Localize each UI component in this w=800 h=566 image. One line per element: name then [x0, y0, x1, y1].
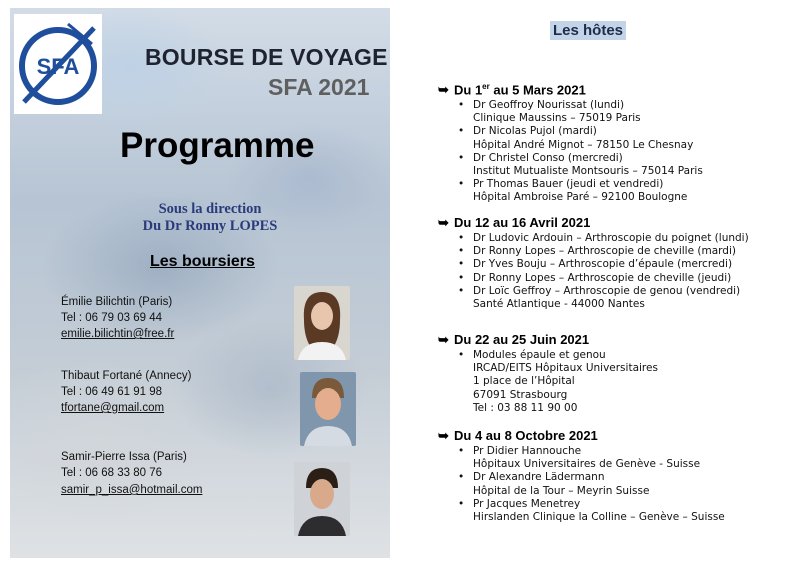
boursier-email-link[interactable]: emilie.bilichtin@free.fr [61, 328, 175, 340]
bullet-icon: • [458, 471, 465, 484]
bullet-icon: • [458, 99, 465, 111]
bullet-icon: • [458, 245, 465, 258]
arrow-icon: ➥ [438, 428, 449, 443]
direction-line-1: Sous la direction [158, 201, 262, 217]
section-date-april: ➥ Du 12 au 16 Avril 2021 [438, 215, 591, 230]
list-item: • Dr Alexandre Lädermann Hôpital de la Tour – Meyrin Suisse [458, 471, 650, 497]
boursier-name: Samir-Pierre Issa (Paris) [61, 451, 187, 463]
host-list-june [458, 349, 658, 415]
bullet-icon: • [458, 349, 465, 361]
list-item: • Dr Yves Bouju – Arthroscopie d’épaule (mercredi) [458, 258, 733, 271]
hosts-heading: Les hôtes [550, 21, 626, 40]
bullet-icon: • [458, 284, 465, 297]
boursier-email-link[interactable]: samir_p_issa@hotmail.com [61, 484, 203, 496]
list-item: • Pr Didier Hannouche Hôpitaux Universitaires de Genève - Suisse [458, 445, 701, 471]
arrow-icon: ➥ [438, 332, 449, 347]
svg-text:SFA: SFA [36, 54, 80, 79]
list-item: • Dr Ronny Lopes – Arthroscopie de cheville (jeudi) [458, 271, 732, 284]
boursier-name: Thibaut Fortané (Annecy) [61, 370, 192, 382]
list-item: • Dr Loïc Geffroy – Arthroscopie de genou (vendredi) Santé Atlantique - 44000 Nantes [458, 284, 741, 311]
bullet-icon: • [458, 497, 465, 510]
host-list-october [458, 445, 725, 524]
host-list-april [458, 232, 749, 311]
boursier-photo-3 [294, 462, 350, 536]
list-item: • Dr Nicolas Pujol (mardi) Hôpital André Mignot – 78150 Le Chesnay [458, 125, 694, 151]
boursier-tel: Tel : 06 68 33 80 76 [61, 467, 163, 479]
list-item: • Dr Ronny Lopes – Arthroscopie de cheville (mardi) [458, 245, 736, 258]
boursier-email-link[interactable]: tfortane@gmail.com [61, 402, 165, 414]
list-item: • Dr Ludovic Ardouin – Arthroscopie du poignet (lundi) [458, 232, 749, 244]
bullet-icon: • [458, 125, 465, 138]
arrow-icon: ➥ [438, 82, 449, 98]
boursier-name: Émilie Bilichtin (Paris) [61, 296, 173, 308]
list-item: • Pr Thomas Bauer (jeudi et vendredi) Hôpital Ambroise Paré – 92100 Boulogne [458, 178, 688, 204]
section-date-october: ➥ Du 4 au 8 Octobre 2021 [438, 428, 598, 443]
bullet-icon: • [458, 445, 465, 457]
boursiers-heading: Les boursiers [150, 253, 255, 270]
bullet-icon: • [458, 232, 465, 244]
bullet-icon: • [458, 178, 465, 191]
boursier-tel: Tel : 06 79 03 69 44 [61, 312, 163, 324]
section-date-june: ➥ Du 22 au 25 Juin 2021 [438, 332, 590, 347]
host-list-march [458, 99, 703, 205]
list-item: • Modules épaule et genou IRCAD/EITS Hôpitaux Universitaires 1 place de l’Hôpital 67091 Strasbourg Tel : 03 88 11 90 00 [458, 349, 658, 414]
boursier-photo-1 [294, 286, 350, 360]
programme-title: Programme [120, 126, 315, 165]
title-bourse: BOURSE DE VOYAGE [145, 44, 388, 70]
arrow-icon: ➥ [438, 215, 449, 230]
direction-line-2: Du Dr Ronny LOPES [142, 218, 278, 234]
bullet-icon: • [458, 151, 465, 164]
sfa-logo [14, 14, 102, 114]
list-item: • Pr Jacques Menetrey Hirslanden Clinique la Colline – Genève – Suisse [458, 497, 725, 524]
cover-panel [10, 8, 390, 558]
boursier-photo-2 [300, 372, 356, 446]
bullet-icon: • [458, 271, 465, 284]
list-item: • Dr Geoffroy Nourissat (lundi) Clinique Maussins – 75019 Paris [458, 99, 641, 125]
section-date-march: ➥ Du 1er au 5 Mars 2021 [438, 82, 586, 98]
bullet-icon: • [458, 258, 465, 271]
boursier-tel: Tel : 06 49 61 91 98 [61, 386, 163, 398]
subtitle-sfa-2021: SFA 2021 [268, 74, 370, 100]
list-item: • Dr Christel Conso (mercredi) Institut Mutualiste Montsouris – 75014 Paris [458, 151, 703, 178]
